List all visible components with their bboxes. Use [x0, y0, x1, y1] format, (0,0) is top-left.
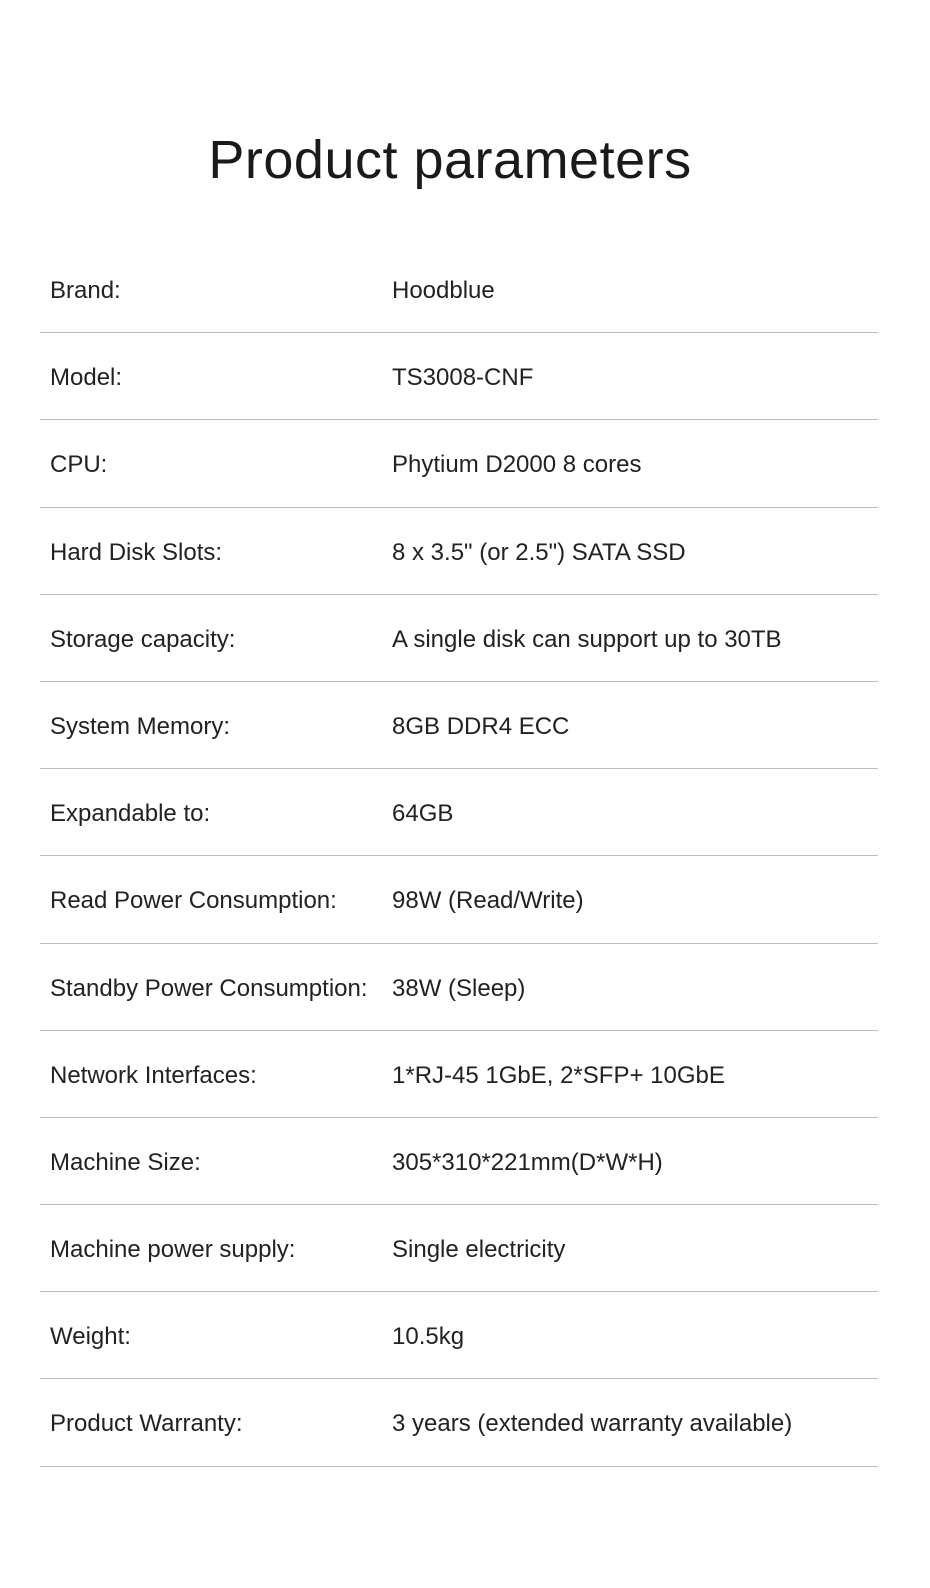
param-row-power-supply	[40, 1205, 878, 1292]
param-value: Phytium D2000 8 cores	[392, 451, 642, 479]
param-row-machine-size	[40, 1118, 878, 1205]
param-label: Brand:	[50, 277, 121, 304]
param-value: 1*RJ-45 1GbE, 2*SFP+ 10GbE	[392, 1061, 725, 1089]
param-value: TS3008-CNF	[392, 364, 534, 392]
param-value: 8 x 3.5" (or 2.5") SATA SSD	[392, 538, 686, 566]
param-value: A single disk can support up to 30TB	[392, 625, 782, 653]
param-row-system-memory	[40, 682, 878, 769]
param-row-brand	[40, 246, 878, 333]
param-row-hard-disk-slots	[40, 508, 878, 595]
param-label: Machine power supply:	[50, 1236, 296, 1264]
param-row-model	[40, 333, 878, 420]
param-label: Hard Disk Slots:	[50, 538, 223, 566]
param-row-weight	[40, 1292, 878, 1379]
param-label: System Memory:	[50, 712, 231, 740]
param-label: Read Power Consumption:	[50, 887, 337, 915]
param-value: 10.5kg	[392, 1323, 465, 1351]
param-value: Hoodblue	[392, 277, 495, 304]
param-row-warranty	[40, 1379, 878, 1466]
param-value: 3 years (extended warranty available)	[392, 1410, 793, 1438]
param-value: 64GB	[392, 800, 454, 828]
param-label: Network Interfaces:	[50, 1061, 257, 1089]
param-row-network-interfaces	[40, 1031, 878, 1118]
param-label: Product Warranty:	[50, 1410, 243, 1438]
param-row-storage-capacity	[40, 595, 878, 682]
param-row-cpu	[40, 420, 878, 507]
param-row-expandable-to	[40, 769, 878, 856]
param-value: 8GB DDR4 ECC	[392, 712, 570, 740]
param-label: Storage capacity:	[50, 625, 236, 653]
page-title: Product parameters	[208, 130, 692, 190]
param-label: Expandable to:	[50, 800, 211, 828]
param-row-standby-power	[40, 944, 878, 1031]
param-value: 38W (Sleep)	[392, 974, 526, 1002]
param-label: Machine Size:	[50, 1148, 201, 1176]
param-value: 98W (Read/Write)	[392, 887, 584, 915]
parameters-table	[40, 246, 878, 1467]
param-label: CPU:	[50, 451, 108, 479]
param-row-read-power	[40, 856, 878, 943]
param-label: Model:	[50, 364, 123, 392]
param-value: Single electricity	[392, 1236, 566, 1264]
param-label: Weight:	[50, 1323, 131, 1351]
param-label: Standby Power Consumption:	[50, 974, 368, 1002]
param-value: 305*310*221mm(D*W*H)	[392, 1148, 663, 1176]
